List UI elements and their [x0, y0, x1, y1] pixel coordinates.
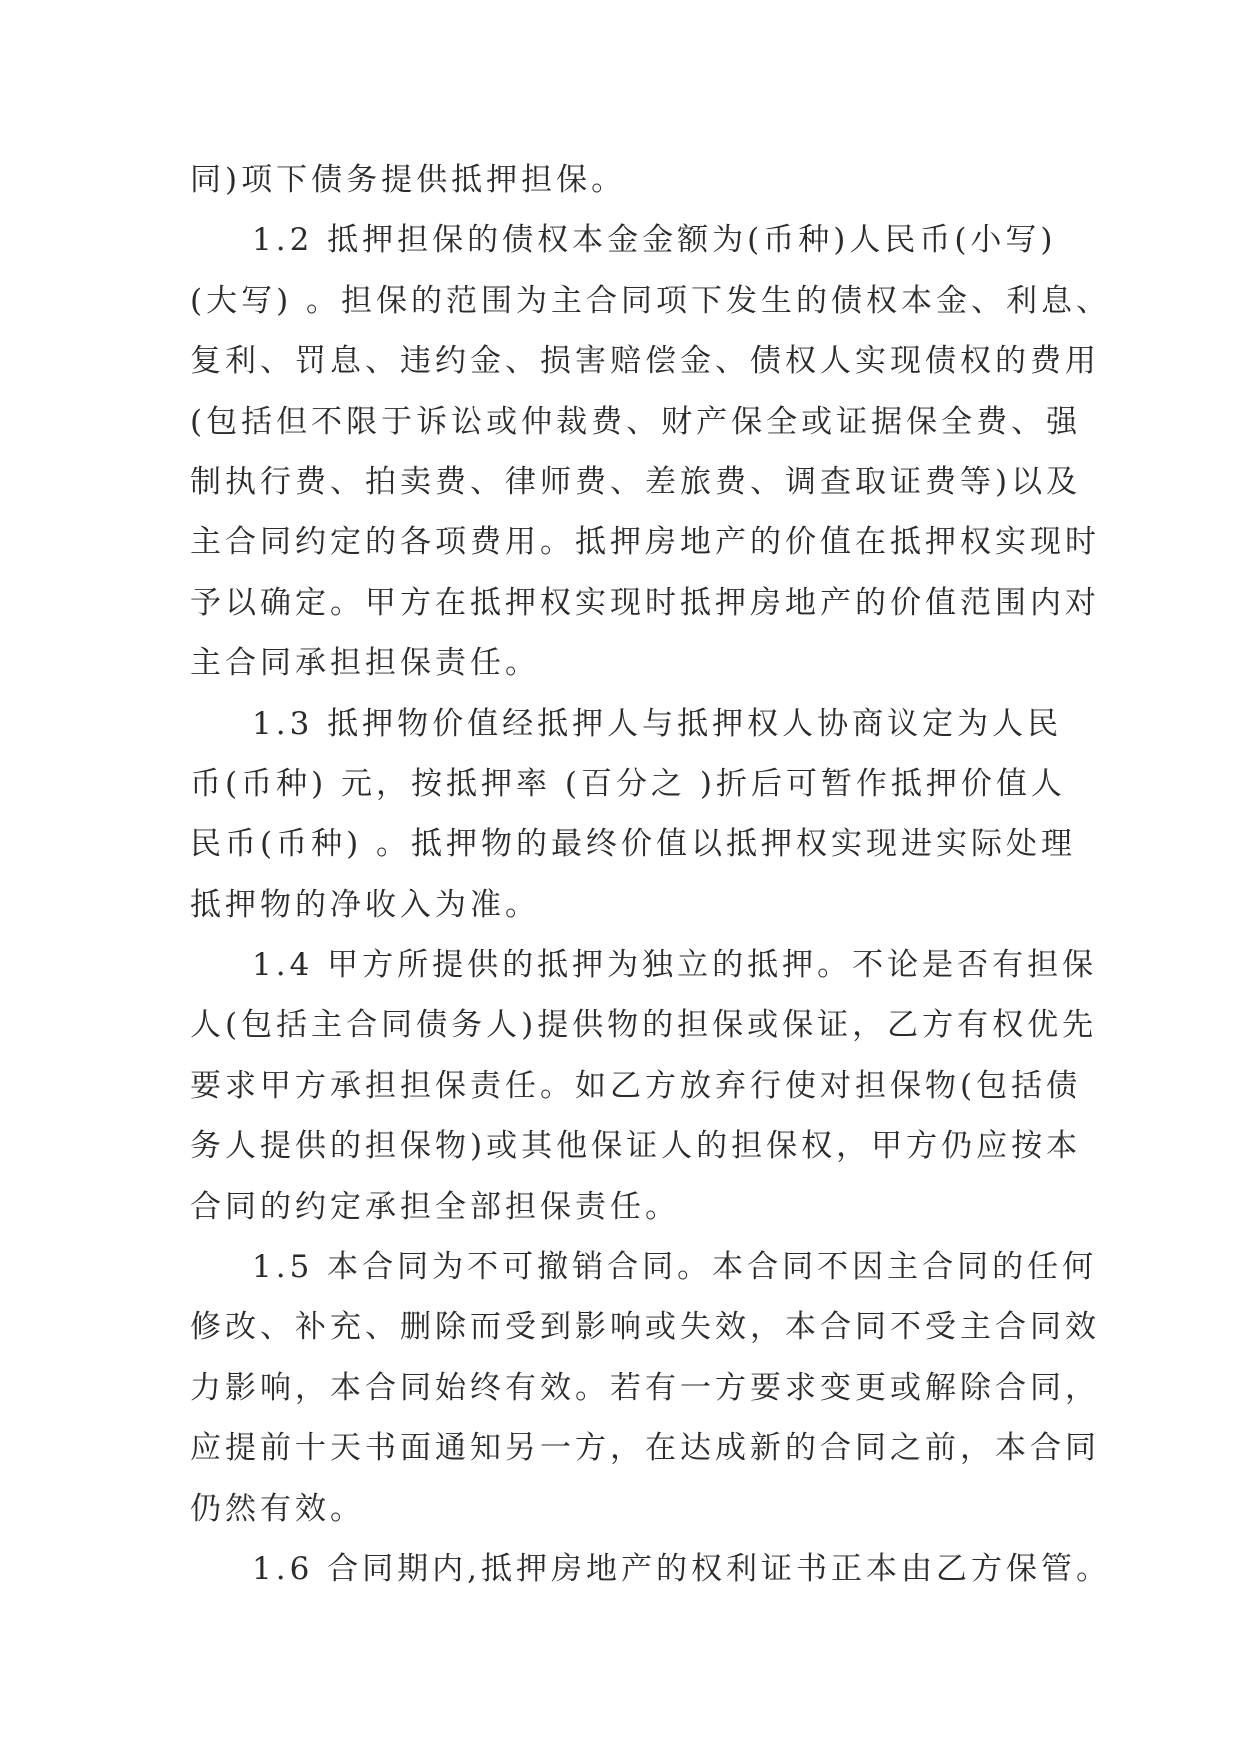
- clause-1-5-line: 1.5 本合同为不可撤销合同。本合同不因主合同的任何: [252, 1249, 1098, 1286]
- text-line: 人(包括主合同债务人)提供物的担保或保证，乙方有权优先: [190, 1007, 1098, 1044]
- text-line: 制执行费、拍卖费、律师费、差旅费、调查取证费等)以及: [190, 463, 1082, 500]
- text-line: 仍然有效。: [190, 1490, 365, 1527]
- text-line: 民币(币种) 。抵押物的最终价值以抵押权实现进实际处理: [190, 826, 1077, 863]
- clause-1-4-line: 1.4 甲方所提供的抵押为独立的抵押。不论是否有担保: [252, 947, 1098, 984]
- clause-1-3-line: 1.3 抵押物价值经抵押人与抵押权人协商议定为人民: [252, 705, 1063, 742]
- text-line: 主合同约定的各项费用。抵押房地产的价值在抵押权实现时: [190, 524, 1100, 561]
- text-line: 币(币种) 元，按抵押率 (百分之 )折后可暂作抵押价值人: [190, 765, 1066, 802]
- text-line: 合同的约定承担全部担保责任。: [190, 1188, 680, 1225]
- text-line: 复利、罚息、违约金、损害赔偿金、债权人实现债权的费用: [190, 343, 1100, 380]
- text-line: 修改、补充、删除而受到影响或失效，本合同不受主合同效: [190, 1309, 1100, 1346]
- text-line: 要求甲方承担担保责任。如乙方放弃行使对担保物(包括债: [190, 1067, 1082, 1104]
- text-line: 同)项下债务提供抵押担保。: [190, 162, 627, 198]
- document-body: [190, 150, 1112, 1599]
- text-line: 应提前十天书面通知另一方，在达成新的合同之前，本合同: [190, 1430, 1100, 1467]
- text-line: (包括但不限于诉讼或仲裁费、财产保全或证据保全费、强: [190, 403, 1082, 440]
- text-line: (大写) 。担保的范围为主合同项下发生的债权本金、利息、: [190, 282, 1112, 319]
- text-line: 务人提供的担保物)或其他保证人的担保权，甲方仍应按本: [190, 1128, 1082, 1165]
- text-line: 主合同承担担保责任。: [190, 645, 540, 682]
- text-line: 予以确定。甲方在抵押权实现时抵押房地产的价值范围内对: [190, 584, 1100, 621]
- clause-1-6-line: 1.6 合同期内,抵押房地产的权利证书正本由乙方保管。: [252, 1550, 1112, 1587]
- clause-1-2-line: 1.2 抵押担保的债权本金金额为(币种)人民币(小写): [252, 222, 1057, 259]
- text-line: 抵押物的净收入为准。: [190, 886, 540, 923]
- text-line: 力影响，本合同始终有效。若有一方要求变更或解除合同，: [190, 1369, 1100, 1406]
